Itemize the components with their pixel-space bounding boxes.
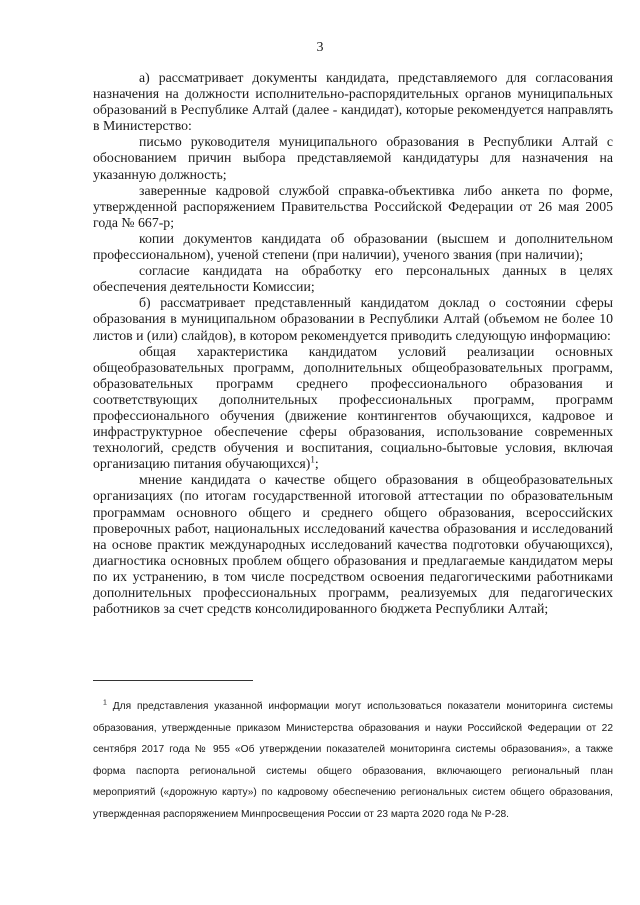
document-body <box>93 70 613 617</box>
paragraph-documents: а) рассматривает документы кандидата, представляемого для согласования назначения на должности исполнительно-распорядительных органов муниципальных образований в Республике Алтай (далее - кандидат), которые рекомендуется направлять в Министерство: <box>93 70 613 134</box>
paragraph-opinion: мнение кандидата о качестве общего образования в общеобразовательных организациях (по итогам государственной итоговой аттестации по образовательным программам основного общего и среднего общего образования, всероссийских проверочных работ, национальных исследований качества образования и исследований на основе практик международных исследований качества подготовки обучающихся), диагностика основных проблем общего образования и предлагаемые кандидатом меры по их устранению, в том числе посредством освоения педагогическими работниками дополнительных профессиональных программ, реализуемых для педагогических работников за счет средств консолидированного бюджета Республики Алтай; <box>93 472 613 617</box>
footnote-reference[interactable]: 1 <box>310 454 315 465</box>
paragraph-letter: письмо руководителя муниципального образования в Республики Алтай с обоснованием причин выбора представляемой кандидатуры для назначения на указанную должность; <box>93 134 613 182</box>
paragraph-report: б) рассматривает представленный кандидатом доклад о состоянии сферы образования в муниципальном образовании в Республики Алтай (объемом не более 10 листов и (или) слайдов), в котором рекомендуется приводить следующую информацию: <box>93 295 613 343</box>
paragraph-characteristics <box>93 344 613 473</box>
paragraph-education-copies: копии документов кандидата об образовании (высшем и дополнительном профессиональном), ученой степени (при наличии), ученого звания (при наличии); <box>93 230 613 263</box>
paragraph-consent: согласие кандидата на обработку его персональных данных в целях обеспечения деятельности Комиссии; <box>93 263 613 295</box>
footnote-text: Для представления указанной информации могут использоваться показатели мониторинга системы образования, утвержденные приказом Министерства образования и науки Российской Федерации от 22 сентября 2017 года № 955 «Об утверждении показателей мониторинга системы образования», а также форма паспорта региональной системы общего образования, включающего региональный план мероприятий («дорожную карту») по кадровому обеспечению региональных систем общего образования, утвержденная распоряжением Минпросвещения России от 23 марта 2020 года № Р-28. <box>93 701 613 820</box>
footnote <box>93 696 613 825</box>
paragraph-characteristics-end: ; <box>314 456 319 472</box>
page-number: 3 <box>316 40 324 55</box>
footnote-marker: 1 <box>103 699 107 707</box>
paragraph-characteristics-text: общая характеристика кандидатом условий реализации основных общеобразовательных программ, дополнительных общеобразовательных программ, образовательных программ среднего профессионального образования и соответствующих дополнительных профессиональных программ, программ профессионального обучения (движение контингентов обучающихся, кадровое и инфраструктурное обеспечение сферы образования, использование современных технологий, средств обучения и воспитания, социально-бытовые условия, включая организацию питания обучающихся) <box>93 343 613 472</box>
paragraph-reference: заверенные кадровой службой справка-объективка либо анкета по форме, утвержденной распоряжением Правительства Российской Федерации от 26 мая 2005 года № 667-р; <box>93 182 613 230</box>
footnote-separator <box>93 680 253 681</box>
